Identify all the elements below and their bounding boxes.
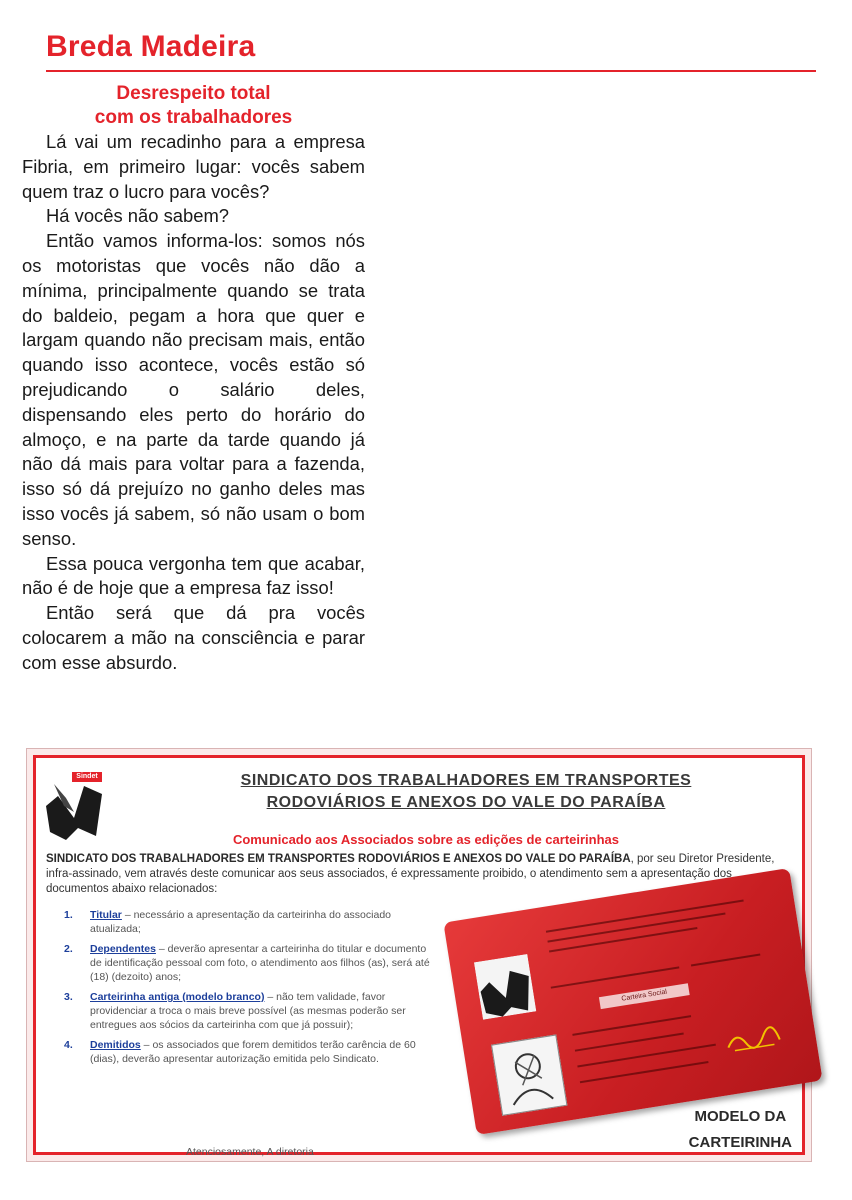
headline-line-1: Desrespeito total xyxy=(116,83,271,104)
model-caption-line-1: MODELO DA xyxy=(694,1108,787,1125)
union-name xyxy=(146,770,786,814)
card-photo xyxy=(491,1034,567,1115)
list-item xyxy=(64,942,436,984)
item-number: 4. xyxy=(64,1039,73,1051)
union-notice-image xyxy=(26,748,812,1162)
item-term: Demitidos xyxy=(90,1039,141,1051)
article-headline xyxy=(22,82,365,130)
union-name-line-2: RODOVIÁRIOS E ANEXOS DO VALE DO PARAÍBA xyxy=(266,794,666,811)
headline-line-2: com os trabalhadores xyxy=(94,107,293,128)
card-field-line xyxy=(551,966,680,988)
communique-title: Comunicado aos Associados sobre as edições de carteirinhas xyxy=(232,832,620,847)
article-paragraph: Essa pouca vergonha tem que acabar, não é de hoje que a empresa faz isso! xyxy=(22,552,365,599)
item-text: – necessário a apresentação da carteirinha do associado atualizada; xyxy=(90,909,391,935)
article-paragraph: Lá vai um recadinho para a empresa Fibria, em primeiro lugar: vocês sabem quem traz o lucro para vocês? xyxy=(22,131,365,202)
card-field-line xyxy=(575,1032,684,1051)
item-term: Titular xyxy=(90,909,122,921)
item-text: – os associados que forem demitidos terão carência de 60 (dias), deverão apresentar autorização emitida pelo Sindicato. xyxy=(90,1039,416,1065)
intro-text: , por seu Diretor Presidente, infra-assinado, vem através deste comunicar aos seus associados, é expressamente proibido, o atendimento sem a apresentação dos documentos abaixo relacionados: xyxy=(46,853,775,895)
notice-frame xyxy=(33,755,805,1158)
photo-sketch-icon xyxy=(492,1036,566,1115)
card-signature-icon xyxy=(722,1021,785,1056)
intro-org-name: SINDICATO DOS TRABALHADORES EM TRANSPORTES RODOVIÁRIOS E ANEXOS DO VALE DO PARAÍBA xyxy=(46,853,631,865)
union-logo xyxy=(44,766,104,840)
list-item xyxy=(64,908,436,936)
card-name-field: Carteira Social xyxy=(599,983,690,1009)
item-term: Carteirinha antiga (modelo branco) xyxy=(90,991,265,1003)
item-number: 2. xyxy=(64,943,73,955)
logo-text: Sindet xyxy=(76,773,98,780)
title-divider xyxy=(46,70,816,72)
article xyxy=(22,82,365,676)
card-header-line xyxy=(549,927,697,952)
model-caption-line-2: CARTEIRINHA xyxy=(688,1134,792,1151)
card-field-line xyxy=(572,1015,691,1036)
article-paragraph: Então vamos informa-los: somos nós os motoristas que vocês não dão a mínima, principalmente quando se trata do baldeio, pegam a hora que quer e largam quando não precisam mais, então quando isso acontece, vocês estão só prejudicando o salário deles, dispensando eles perto do horário do almoço, e na parte da tarde quando já não dá mais para voltar para a fazenda, isso só dá prejuízo no ganho deles mas isso vocês já sabem, só não usam o bom senso. xyxy=(22,230,365,549)
card-logo-icon xyxy=(474,954,536,1020)
card-field-line xyxy=(691,954,760,967)
card-model-caption xyxy=(689,1104,792,1156)
section-title: Breda Madeira xyxy=(46,30,256,63)
list-item xyxy=(64,1038,436,1066)
article-body xyxy=(22,130,365,676)
union-name-line-1: SINDICATO DOS TRABALHADORES EM TRANSPORTES xyxy=(240,772,692,789)
item-term: Dependentes xyxy=(90,943,156,955)
requirements-list xyxy=(64,908,436,1072)
membership-card-image xyxy=(443,868,822,1135)
item-number: 1. xyxy=(64,909,73,921)
item-text: – não tem validade, favor providenciar a troca o mais breve possível (as mesmas poderão ser entregues aos sócios da carteirinha com que já possuir); xyxy=(90,991,406,1031)
article-paragraph: Há vocês não sabem? xyxy=(46,205,229,227)
item-text: – deverão apresentar a carteirinha do titular e documento de identificação pessoal com foto, o atendimento aos filhos (as), será até (18) (dezoito) anos; xyxy=(90,943,430,983)
card-field-line xyxy=(580,1061,709,1083)
closing-signature: Atenciosamente, A diretoria xyxy=(186,1146,314,1158)
logo-flag xyxy=(72,772,102,782)
item-number: 3. xyxy=(64,991,73,1003)
list-item xyxy=(64,990,436,1032)
article-paragraph: Então será que dá pra vocês colocarem a mão na consciência e parar com esse absurdo. xyxy=(22,602,365,673)
